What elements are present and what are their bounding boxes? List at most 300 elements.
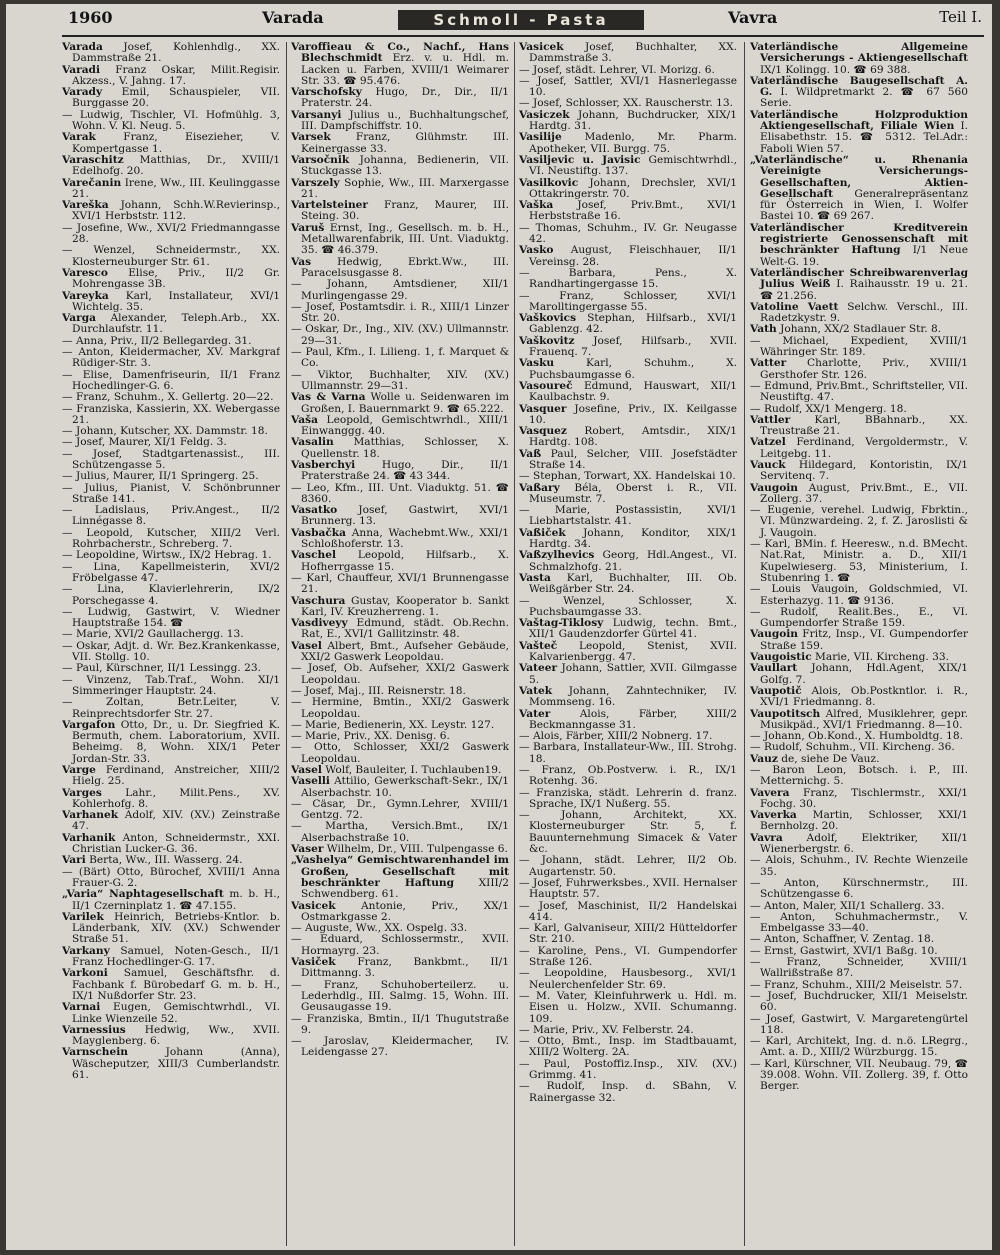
directory-entry [62,483,280,506]
entry-name: Vatter [750,357,787,370]
entry-details: — Marie, Bedienerin, XX. Leystr. 127. [291,718,495,731]
directory-entry [291,550,509,573]
directory-entry [291,347,509,370]
entry-details: — Josef, Sattler, XVI/1 Hasnerlegasse 10. [519,74,737,99]
entry-details: — Johann, Kutscher, XX. Dammstr. 18. [62,425,268,438]
directory-entry [62,65,280,88]
directory-entry [750,76,968,110]
entry-details: — Marie, Postassistin, XVI/1 Liebhartstalstr. 41. [519,504,737,528]
entry-details: — Lina, Kapellmeisterin, XVI/2 Fröbelgasse 47. [62,560,280,584]
entry-name: Vartelsteiner [291,199,368,212]
entry-name: Varesco [62,266,108,279]
entry-details: Johann, Schh.W.Revierinsp., XVI/1 Herbststr. 112. [72,199,280,223]
entry-details: Alfred, Musiklehrer, gepr. Musikpäd., XVI/1 Friedmanng. 8—10. [760,707,968,731]
directory-entry [291,178,509,201]
entry-details: — Lina, Klavierlehrerin, IX/2 Porschegasse 4. [62,583,280,607]
directory-entry [291,980,509,1014]
directory-entry [62,404,280,427]
directory-entry [519,709,737,732]
entry-name: Vasbačka [291,526,347,539]
directory-entry [519,268,737,291]
entry-details: Leopold, Hilfsarb., X. Hofherrgasse 15. [301,549,509,573]
directory-entry [750,765,968,788]
entry-details: Otto, Dr., u. Dr. Siegfried K. Bermuth, chem. Laboratorium, XVII. Beheimg. 8, Wohn. XIX/1 Peter Jordan-Str. 33. [72,718,280,765]
entry-details: — Leopoldine, Hausbesorg., XVI/1 Neulerchenfelder Str. 69. [519,967,737,991]
entry-details: — Josef, Gastwirt, V. Margaretengürtel 118. [750,1012,968,1036]
entry-name: Vari [62,854,86,867]
entry-details: Béla, Oberst i. R., VII. Museumstr. 7. [529,481,737,505]
directory-entry [750,1036,968,1059]
entry-details: Franz, Maurer, III. Steing. 30. [301,199,509,223]
entry-details: — Josef, Fuhrwerksbes., XVII. Hernalser Hauptstr. 57. [519,876,737,901]
directory-entry [519,404,737,427]
entry-name: Varsek [291,131,331,144]
entry-details: Erz. v. u. Hdl. m. Lacken u. Farben, XVIII/1 Weimarer Str. 33. ☎ 95.476. [301,52,509,87]
directory-entry [62,946,280,969]
directory-entry [62,720,280,765]
entry-details: — Marie, Priv., XX. Denisg. 6. [291,730,450,743]
entry-name: Varkany [62,944,110,957]
entry-name: Vasquez [519,425,567,438]
entry-details: I/1 Neue Welt-G. 19. [760,244,968,268]
entry-details: Selchw. Verschl., III. Radetzkystr. 9. [760,300,968,325]
directory-entry [62,291,280,314]
entry-details: Gemischtwrhdl., VI. Neustiftg. 137. [529,153,737,178]
entry-details: — Oskar, Adjt. d. Wr. Bez.Krankenkasse, VII. Stollg. 10. [62,639,280,664]
directory-entry [750,709,968,732]
entry-details: Attilio, Gewerkschaft-Sekr., IX/1 Alserbachstr. 10. [301,775,509,799]
entry-name: Vateer [519,662,558,675]
entry-name: Vaß [519,447,542,460]
directory-entry [519,223,737,246]
entry-details: — Karl, Architekt, Ing. d. n.ö. LRegrg., Amt. a. D., XIII/2 Würzburgg. 15. [750,1035,968,1059]
entry-details: Karl, Schuhm., X. Puchsbaumgasse 6. [529,357,737,381]
entry-details: Alois, Färber, XIII/2 Beckmanngasse 31. [529,707,737,731]
entry-name: Vaterländische Baugesellschaft A. G. [750,74,968,99]
directory-column-3 [519,42,737,1246]
entry-details: — Johann, städt. Lehrer, II/2 Ob. Augartenstr. 50. [519,854,737,878]
entry-details: Hugo, Dir., II/1 Praterstraße 24. ☎ 43 344. [301,458,509,483]
entry-details: — Franziska, städt. Lehrerin d. franz. Sprache, IX/1 Nußerg. 55. [519,786,737,810]
directory-entry [62,87,280,110]
directory-entry [62,268,280,291]
directory-entry [291,223,509,257]
directory-entry [62,1002,280,1025]
entry-name: Varhanek [62,809,119,822]
directory-entry [62,505,280,528]
entry-details: Adolf, Elektriker, XII/1 Wienerbergstr. 6. [760,831,968,856]
entry-name: Vath [750,323,777,336]
directory-entry [291,110,509,133]
entry-details: August, Priv.Bmt., E., VII. Zollerg. 37. [760,481,968,505]
directory-entry [62,347,280,370]
entry-details: — Zoltan, Betr.Leiter, V. Reinprechtsdorfer Str. 27. [62,696,280,720]
entry-details: Julius u., Buchhaltungschef, III. Dampfschiffstr. 10. [301,108,509,133]
entry-name: Vaugoin [750,628,799,641]
entry-name: Vaterländischer Kreditverein registrierte Genossenschaft mit beschränkter Haftung [750,221,968,257]
entry-name: Vaterländische Holzproduktion Aktiengesellschaft, Filiale Wien [750,108,968,133]
entry-name: Varge [62,764,96,776]
directory-entry [750,223,968,268]
directory-entry [291,155,509,178]
entry-details: — Anton, Kürschnermstr., III. Schützengasse 6. [750,876,968,901]
entry-details: — Vinzenz, Tab.Traf., Wohn. XI/1 Simmeringer Hauptstr. 24. [62,673,280,697]
entry-details: Hedwig, Ebrkt.Ww., III. Paracelsusgasse 8. [301,255,509,279]
directory-entry [750,878,968,901]
entry-details: I. Raihausstr. 19 u. 21. ☎ 21.256. [760,278,968,302]
entry-details: Fritz, Insp., VI. Gumpendorfer Straße 159. [760,628,968,652]
entry-name: Varhanik [62,831,116,844]
directory-entry [519,550,737,573]
column-divider [744,42,745,1246]
entry-details: — Paul, Postoffiz.Insp., XIV. (XV.) Grimmg. 41. [519,1057,737,1082]
header-rule [62,35,984,37]
entry-name: Varsanyi [291,108,342,121]
directory-entry [291,257,509,280]
entry-name: Varges [62,786,102,799]
entry-details: — Marie, Priv., XV. Felberstr. 24. [519,1023,694,1036]
entry-name: Vasberchyi [291,458,356,471]
entry-name: Vaupotič [750,684,802,697]
entry-details: — Michael, Expedient, XVIII/1 Währinger Str. 189. [750,334,968,359]
directory-column-4 [750,42,968,1246]
entry-details: Franz Oskar, Milit.Regisir. Akzess., V. Jahng. 17. [72,63,280,87]
entry-details: — Franz, Schuhm., X. Gellertg. 20—22. [62,391,274,404]
entry-details: Johann, XX/2 Stadlauer Str. 8. [780,323,942,336]
directory-entry [519,810,737,855]
entry-details: Josef, Kohlenhdlg., XX. Dammstraße 21. [72,42,280,65]
directory-entry [519,855,737,878]
directory-entry [62,1047,280,1081]
entry-name: Vasiczek [519,108,570,121]
entry-details: Ludwig, techn. Bmt., XII/1 Gaudenzdorfer Gürtel 41. [529,617,737,641]
directory-entry [291,799,509,822]
directory-entry [291,370,509,393]
entry-details: Johann, Buchdrucker, XIX/1 Hardtg. 31. [529,108,737,133]
entry-details: — Wenzel, Schneidermstr., XX. Klosterneuburger Str. 61. [62,244,280,268]
entry-details: Karl, BBahnarb., XX. Treustraße 21. [760,413,968,438]
entry-details: — Ernst, Gastwirt, XVI/1 Baßg. 10. [750,944,938,957]
entry-name: Vaterländische Allgemeine Versicherungs - Aktiengesellschaft [750,42,968,65]
entry-details: Franz, Bankbmt., II/1 Dittmanng. 3. [301,956,509,980]
directory-column-2 [291,42,509,1246]
entry-details: Hugo, Dr., Dir., II/1 Praterstr. 24. [301,86,509,110]
entry-name: Vatek [519,684,553,697]
entry-details: Stephan, Hilfsarb., XVI/1 Gablenzg. 42. [529,312,737,336]
directory-entry [519,245,737,268]
directory-entry [519,381,737,404]
entry-details: Paul, Selcher, VIII. Josefstädter Straße 14. [529,447,737,471]
entry-details: Johann, Hdl.Agent, XIX/1 Golfg. 7. [760,662,968,686]
directory-entry [291,392,509,415]
directory-entry [62,132,280,155]
column-divider [514,42,515,1246]
directory-entry [750,686,968,709]
directory-entry [62,867,280,890]
directory-entry [750,437,968,460]
entry-details: — Eduard, Schlossermstr., XVII. Hormayrg. 23. [291,933,509,957]
entry-name: Varoffieau & Co., Nachf., Hans Blechschmidt [291,42,509,65]
entry-details: — Josef, Postamtsdir. i. R., XIII/1 Linzer Str. 20. [291,300,509,325]
column-divider [286,42,287,1246]
entry-details: — Leopoldine, Wirtsw., IX/2 Hebrag. 1. [62,549,272,562]
directory-entry [62,42,280,65]
entry-details: — Barbara, Installateur-Ww., III. Strohg. 18. [519,741,737,765]
entry-name: Varkoni [62,967,108,980]
directory-entry [519,313,737,336]
directory-entry [62,449,280,472]
entry-details: Franz, Glühmstr. III. Keinergasse 33. [301,131,509,155]
directory-entry [519,110,737,133]
directory-entry [519,686,737,709]
entry-name: Vasiček [291,956,336,969]
entry-details: Elise, Priv., II/2 Gr. Mohrengasse 3B. [72,266,280,291]
directory-entry [62,245,280,268]
entry-details: — Anton, Schuhmachermstr., V. Embelgasse 33—40. [750,910,968,935]
directory-entry [291,618,509,641]
entry-details: — Franz, Ob.Postverw. i. R., IX/1 Rotenhg. 36. [519,764,737,788]
directory-entry [62,562,280,585]
entry-details: Charlotte, Priv., XVIII/1 Gersthofer Str. 126. [760,357,968,381]
entry-name: Vas [291,255,312,268]
entry-details: Leopold, Stenist, XVII. Kalvarienbergg. 47. [529,639,737,664]
entry-details: Johann (Anna), Wäscheputzer, XIII/3 Cumberlandstr. 61. [72,1046,280,1082]
entry-details: Samuel, Geschäftsfhr. d. Fachbank f. Bürobedarf G. m. b. H., IX/1 Nußdorfer Str. 23. [72,967,280,1002]
entry-details: — Hermine, Bmtin., XXI/2 Gaswerk Leopoldau. [291,696,509,720]
entry-details: — Josef, Buchdrucker, XII/1 Meiselstr. 60. [750,989,968,1014]
directory-entry [750,483,968,506]
directory-entry [519,596,737,619]
directory-entry [291,460,509,483]
directory-entry [62,968,280,1002]
directory-entry [291,855,509,900]
entry-name: „Varia“ Naphtagesellschaft [62,888,224,901]
directory-entry [750,505,968,539]
entry-name: Vas & Varna [291,391,366,404]
entry-details: — Karl, Kürschner, VII. Neubaug. 79, ☎ 39.008. Wohn. VII. Zollerg. 39, f. Otto Berger. [750,1057,968,1093]
directory-entry [519,155,737,178]
entry-name: Vaschura [291,594,346,607]
entry-name: Varga [62,312,96,325]
entry-name: Varszely [291,176,340,189]
entry-details: Robert, Amtsdir., XIX/1 Hardtg. 108. [529,425,737,449]
entry-details: — Josef, Maschinist, II/2 Handelskai 414. [519,899,737,923]
entry-details: Ferdinand, Vergoldermstr., V. Leitgebg. 11. [760,436,968,460]
directory-entry [62,155,280,178]
first-guide-word: Varada [262,8,324,27]
entry-details: Josefine, Priv., IX. Keilgasse 10. [529,402,737,426]
directory-entry [62,200,280,223]
entry-details: Matthias, Dr., XVIII/1 Edelhofg. 20. [72,153,280,178]
entry-details: — Viktor, Buchhalter, XIV. (XV.) Ullmannstr. 29—31. [291,368,509,392]
entry-details: — Elise, Damenfriseurin, II/1 Franz Hochedlinger-G. 6. [62,368,280,392]
entry-details: Ernst, Ing., Gesellsch. m. b. H., Metallwarenfabrik, III. Unt. Viaduktg. 35. ☎ 46.379. [301,221,509,257]
directory-entry [750,810,968,833]
entry-name: Varečanin [62,176,122,189]
entry-details: — Anton, Kleidermacher, XV. Markgraf Rüdiger-Str. 3. [62,346,280,370]
directory-entry [291,957,509,980]
entry-name: Vasicek [291,899,336,912]
entry-name: Vasiljevic u. Javisic [519,153,641,166]
entry-details: — Eugenie, verehel. Ludwig, Fbrktin., VI. Münzwardeing. 2, f. Z. Jaroslisti & J. Vaugoin. [750,504,968,539]
entry-details: — Karl, BMin. f. Heeresw., n.d. BMecht. Nat.Rat, Ministr. a. D., XII/1 Kupelwieserg. 53, Ministerium, I. Stubenring 1. ☎ [750,538,968,584]
entry-name: Vattler [750,413,791,426]
directory-entry [62,313,280,336]
entry-details: Josef, Priv.Bmt., XVI/1 Herbststraße 16. [529,199,737,223]
entry-name: „Vaterländische“ u. Rhenania Vereinigte Versicherungs-Gesellschaften, Aktien-Gesellschaft [750,153,968,200]
entry-details: Josef, Gastwirt, XVI/1 Brunnerg. 13. [301,504,509,528]
entry-name: Vaška [519,199,554,212]
entry-name: Varnschein [62,1046,128,1059]
entry-name: Vasku [519,357,555,370]
directory-entry [291,437,509,460]
entry-details: — Alois, Färber, XIII/2 Nobnerg. 17. [519,730,713,743]
entry-details: Emil, Schauspieler, VII. Burggasse 20. [72,86,280,110]
entry-details: Berta, Ww., III. Wasserg. 24. [89,854,243,867]
entry-name: Vaverka [750,809,797,822]
entry-details: Karl, Buchhalter, III. Ob. Weißgärber Str. 24. [529,571,737,596]
entry-details: — Barbara, Pens., X. Randhartingergasse 15. [519,266,737,291]
directory-entry [750,381,968,404]
entry-details: Samuel, Noten-Gesch., II/1 Franz Hochedlinger-G. 17. [72,944,280,969]
entry-details: — Otto, Schlosser, XXI/2 Gaswerk Leopoldau. [291,741,509,765]
entry-details: — M. Vater, Kleinfuhrwerk u. Hdl. m. Eisen u. Holzw., XVII. Schumanng. 109. [519,989,737,1025]
entry-details: Anton, Schneidermstr., XXI. Christian Lucker-G. 36. [72,831,280,856]
entry-details: — Oskar, Dr., Ing., XIV. (XV.) Ullmannstr. 29—31. [291,323,509,347]
entry-name: Vaßary [519,481,560,494]
directory-entry [519,923,737,946]
entry-name: Vaullart [750,662,798,675]
entry-name: Vaterländischer Schreibwarenverlag Julius Weiß [750,266,968,291]
entry-details: Ferdinand, Anstreicher, XIII/2 Hielg. 25. [72,764,280,788]
entry-details: — Anton, Schaffner, V. Zentag. 18. [750,933,935,946]
entry-details: — Thomas, Schuhm., IV. Gr. Neugasse 42. [519,221,737,246]
entry-details: — Franz, Schlosser, XVI/1 Marolltingergasse 55. [519,289,737,313]
directory-entry [62,584,280,607]
entry-details: Antonie, Priv., XX/1 Ostmarkgasse 2. [301,899,509,923]
entry-details: — Josef, städt. Lehrer, VI. Morizg. 6. [519,63,715,76]
entry-name: Vasilije [519,131,562,144]
entry-name: Vater [519,707,551,720]
entry-details: Josef, Hilfsarb., XVII. Frauenq. 7. [529,334,737,359]
entry-details: — Leo, Kfm., III. Unt. Viaduktg. 51. ☎ 8360. [291,481,509,505]
directory-entry [750,991,968,1014]
directory-entry [750,607,968,630]
entry-details: — Anna, Priv., II/2 Bellegardeg. 31. [62,334,252,347]
entry-details: — Franziska, Bmtin., II/1 Thugutstraße 9. [291,1012,509,1036]
directory-entry [519,618,737,641]
entry-details: — Louis Vaugoin, Goldschmied, VI. Esterhazyg. 11. ☎ 9136. [750,583,968,607]
directory-entry [750,1014,968,1037]
directory-entry [519,358,737,381]
directory-entry [519,788,737,811]
entry-details: Leopold, Gemischtwrhdl., XIII/1 Einwanggg. 40. [301,413,509,438]
page-number: 1960 [68,8,113,27]
directory-entry [750,912,968,935]
entry-name: Vauz [750,752,778,765]
entry-details: — Stephan, Torwart, XX. Handelskai 10. [519,470,736,483]
entry-name: Vaškovitz [519,334,575,347]
directory-entry [750,855,968,878]
entry-details: — Johann, Amtsdiener, XII/1 Murlingengasse 29. [291,278,509,302]
entry-details: XIII/2 Schwendberg. 61. [301,876,509,901]
directory-entry [519,765,737,788]
directory-entry [519,449,737,472]
directory-column-1 [62,42,280,1246]
directory-entry [62,607,280,630]
directory-entry [291,1014,509,1037]
entry-details: Anna, Wachebmt.Ww., XXI/1 Schloßhoferstr. 13. [301,526,509,551]
directory-entry [291,279,509,302]
directory-entry [519,291,737,314]
entry-name: „Vashelya“ Gemischtwarenhandel im Großen, Gesellschaft mit beschränkter Haftung [291,854,509,889]
entry-details: — Johann, Architekt, XX. Klosterneuburger Str. 5, f. Bauunternehmung Simacek & Vater &c. [519,809,737,856]
entry-details: — Rudolf, Realit.Bes., E., VI. Gumpendorfer Straße 159. [750,605,968,630]
entry-name: Vaštag-Tiklosy [519,617,604,630]
entry-details: Johanna, Bedienerin, VII. Stuckgasse 13. [301,153,509,178]
entry-details: — Paul, Kfm., I. Lilieng. 1, f. Marquet & Co. [291,346,509,370]
entry-details: — Franziska, Kassierin, XX. Webergasse 21. [62,402,280,426]
directory-entry [750,110,968,155]
directory-entry [291,505,509,528]
directory-entry [62,223,280,246]
entry-name: Vasicek [519,42,564,53]
entry-name: Vaugoistic [750,651,812,664]
directory-entry [519,1036,737,1059]
entry-name: Vavera [750,786,790,799]
entry-details: Madenlo, Mr. Pharm. Apotheker, VII. Burgg. 75. [529,131,737,155]
entry-details: Georg, Hdl.Angest., VI. Schmalzhofg. 21. [529,549,737,573]
directory-entry [62,833,280,856]
entry-name: Vavra [750,831,783,844]
entry-details: — Karoline, Pens., VI. Gumpendorfer Straße 126. [519,944,737,969]
directory-entry [62,697,280,720]
entry-details: — Franz, Schneider, XVIII/1 Wallrißstraße 87. [750,956,968,980]
directory-entry [750,336,968,359]
entry-details: — Alois, Schuhm., IV. Rechte Wienzeile 35. [750,854,968,878]
directory-entry [519,426,737,449]
entry-name: Vaupotitsch [750,707,821,720]
directory-entry [291,302,509,325]
directory-entry [291,200,509,223]
directory-entry [291,42,509,87]
entry-name: Vaugoin [750,481,799,494]
directory-entry [291,132,509,155]
entry-details: — (Bärt) Otto, Bürochef, XVIII/1 Anna Frauer-G. 2. [62,865,280,889]
directory-entry [62,912,280,946]
directory-entry [62,641,280,664]
directory-entry [519,573,737,596]
entry-name: Vaser [291,843,324,856]
directory-entry [291,697,509,720]
entry-details: Johann, Zahntechniker, IV. Mommseng. 16. [529,684,737,709]
entry-name: Vasta [519,571,551,584]
directory-entry [291,415,509,438]
entry-name: Varilek [62,910,104,923]
directory-entry [62,765,280,788]
entry-details: Wolf, Bauleiter, I. Tuchlauben19. [325,764,502,776]
directory-entry [62,528,280,551]
directory-entry [291,934,509,957]
entry-details: August, Fleischhauer, II/1 Vereinsg. 28. [529,244,737,268]
entry-details: Matthias, Schlosser, X. Quellenstr. 18. [301,436,509,460]
entry-details: Gustav, Kooperator b. Sankt Karl, IV. Kreuzherreng. 1. [301,594,509,618]
entry-details: — Josefine, Ww., XVI/2 Friedmanngasse 28. [62,221,280,246]
entry-details: Lahr., Milit.Pens., XV. Kohlerhofg. 8. [72,786,280,810]
directory-entry [519,991,737,1025]
directory-entry [519,505,737,528]
entry-details: Johann, Sattler, XVII. Gilmgasse 5. [529,662,737,686]
